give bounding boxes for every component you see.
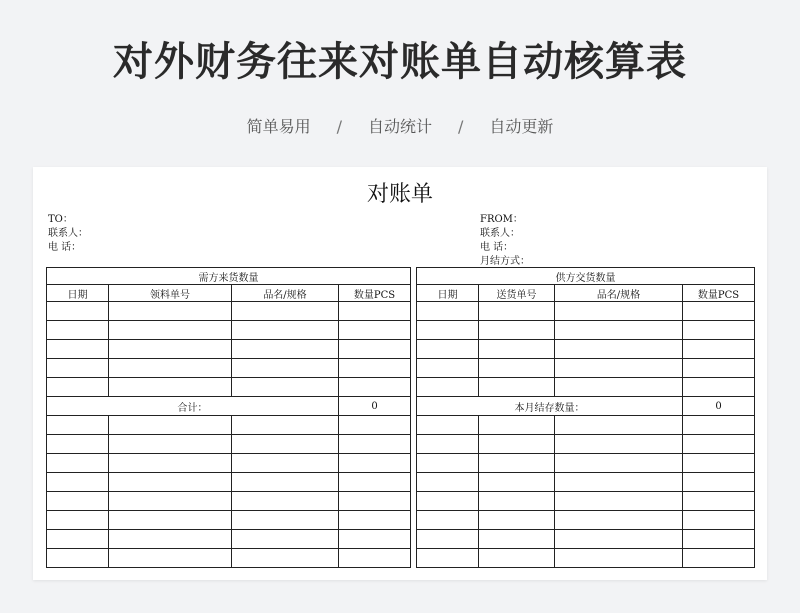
subtitle-item-1: 简单易用 [246, 117, 311, 136]
table-row [47, 511, 411, 530]
total-value: 0 [339, 397, 411, 416]
table-row [417, 473, 755, 492]
contact-field: 联系人： [48, 228, 88, 239]
page-subtitle [0, 114, 800, 137]
subtitle-separator: / [336, 117, 342, 136]
sheet-title: 对账单 [366, 182, 433, 207]
recipient-info [48, 213, 88, 255]
sender-info [480, 213, 530, 269]
total-row [417, 397, 755, 416]
table-row [417, 321, 755, 340]
table-row [417, 511, 755, 530]
table-row [417, 454, 755, 473]
column-header: 品名/规格 [555, 285, 683, 302]
to-field: TO： [48, 214, 73, 225]
column-header: 日期 [47, 285, 109, 302]
table-row [47, 530, 411, 549]
table-row [47, 549, 411, 568]
from-field: FROM： [480, 214, 523, 225]
total-label: 本月结存数量： [417, 397, 683, 416]
table-row [47, 473, 411, 492]
page-title: 对外财务往来对账单自动核算表 [113, 39, 687, 85]
table-row [417, 435, 755, 454]
table-row [47, 378, 411, 397]
phone-field: 电 话： [48, 242, 82, 253]
table-row [47, 454, 411, 473]
total-label: 合计： [47, 397, 339, 416]
payment-method-field: 月结方式： [480, 256, 530, 267]
column-header: 数量PCS [683, 285, 755, 302]
table-row [47, 435, 411, 454]
table-row [417, 378, 755, 397]
table-row [417, 302, 755, 321]
subtitle-separator: / [458, 117, 464, 136]
contact-field: 联系人： [480, 228, 520, 239]
table-row [417, 359, 755, 378]
total-row [47, 397, 411, 416]
table-row [417, 416, 755, 435]
section-title: 需方来货数量 [47, 268, 411, 285]
subtitle-item-2: 自动统计 [367, 117, 432, 136]
phone-field: 电 话： [480, 242, 514, 253]
column-header: 日期 [417, 285, 479, 302]
supplier-delivered-table [416, 267, 755, 568]
column-header: 送货单号 [479, 285, 555, 302]
table-row [417, 549, 755, 568]
statement-sheet [33, 167, 767, 580]
column-header: 领料单号 [109, 285, 232, 302]
total-value: 0 [683, 397, 755, 416]
column-header: 品名/规格 [232, 285, 339, 302]
table-row [417, 492, 755, 511]
table-row [47, 359, 411, 378]
table-row [47, 321, 411, 340]
table-row [47, 340, 411, 359]
table-row [417, 530, 755, 549]
section-title: 供方交货数量 [417, 268, 755, 285]
table-row [47, 302, 411, 321]
column-header: 数量PCS [339, 285, 411, 302]
table-row [47, 492, 411, 511]
buyer-received-table [46, 267, 411, 568]
table-row [417, 340, 755, 359]
table-row [47, 416, 411, 435]
subtitle-item-3: 自动更新 [489, 117, 554, 136]
